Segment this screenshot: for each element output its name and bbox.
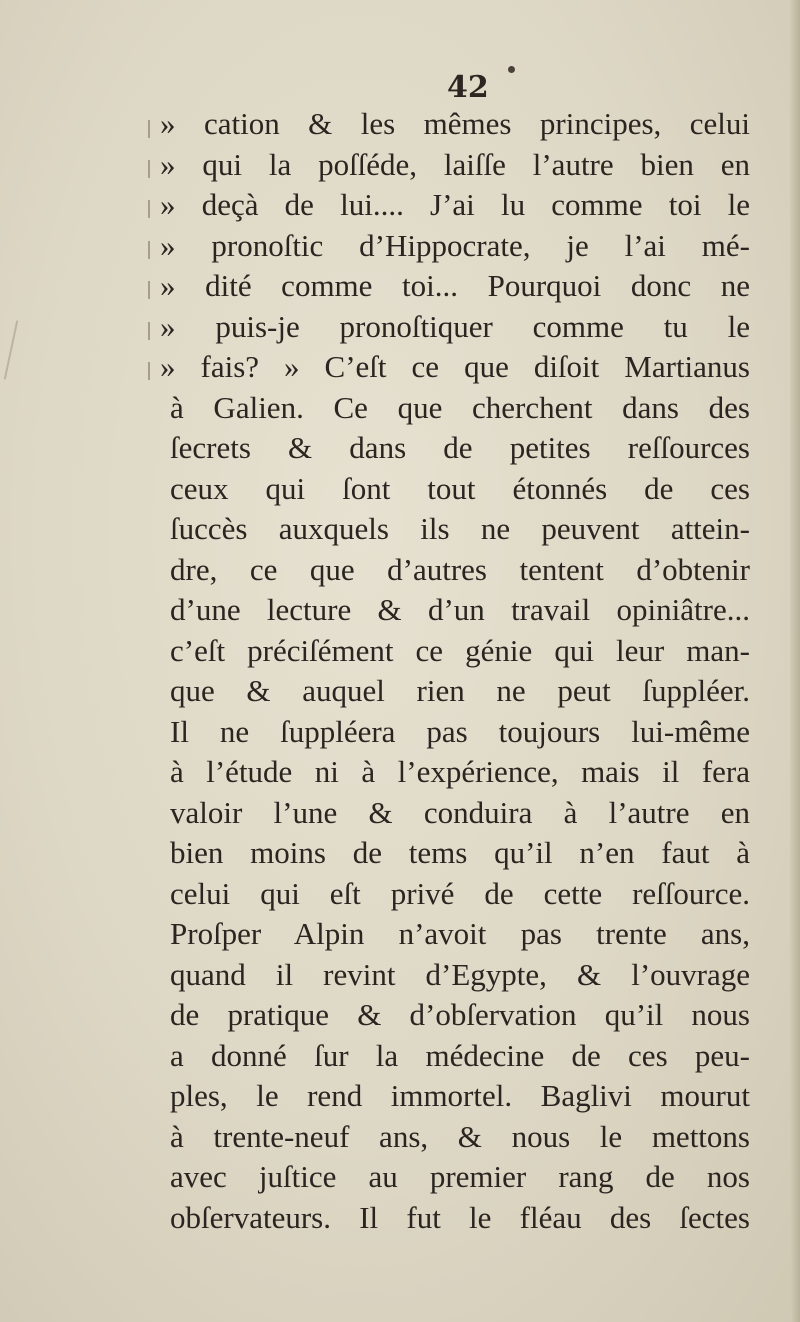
text-line: ples, le rend immortel. Baglivi mourut — [170, 1078, 750, 1113]
text-line: Proſper Alpin n’avoit pas trente ans, — [170, 916, 750, 951]
paper-crease — [4, 320, 18, 379]
text-line: » fais? » C’eſt ce que diſoit Martianus — [160, 349, 750, 384]
text-line: ſecrets & dans de petites reſſources — [170, 430, 750, 465]
quote-margin-mark — [148, 322, 150, 340]
text-line: dre, ce que d’autres tentent d’obtenir — [170, 551, 750, 587]
text-line: de pratique & d’obſervation qu’il nous — [170, 997, 750, 1032]
text-line: à l’étude ni à l’expérience, mais il fera — [170, 754, 750, 789]
text-line: que & auquel rien ne peut ſuppléer. — [170, 673, 750, 708]
text-line: » cation & les mêmes principes, celui — [160, 106, 750, 141]
text-line: à Galien. Ce que cherchent dans des — [170, 389, 750, 425]
text-line: » dité comme toi... Pourquoi donc ne — [160, 268, 750, 303]
quote-margin-mark — [148, 241, 150, 259]
quote-margin-mark — [148, 200, 150, 218]
text-line: bien moins de tems qu’il n’en faut à — [170, 835, 750, 870]
text-line: valoir l’une & conduira à l’autre en — [170, 794, 750, 830]
ink-speck — [508, 66, 515, 73]
text-line: avec juſtice au premier rang de nos — [170, 1159, 750, 1194]
text-line: » qui la poſſéde, laiſſe l’autre bien en — [160, 146, 750, 182]
body-text — [160, 104, 750, 1238]
quote-margin-mark — [148, 362, 150, 380]
page-edge — [790, 0, 800, 1322]
text-line: à trente-neuf ans, & nous le mettons — [170, 1118, 750, 1154]
quote-margin-mark — [148, 160, 150, 178]
text-line: » pronoſtic d’Hippocrate, je l’ai mé- — [160, 227, 750, 263]
text-line: d’une lecture & d’un travail opiniâtre... — [170, 592, 750, 627]
text-line: c’eſt préciſément ce génie qui leur man- — [170, 632, 750, 668]
page-number: 42 — [447, 70, 489, 105]
text-line: obſervateurs. Il fut le fléau des ſectes — [170, 1199, 750, 1235]
text-line: celui qui eſt privé de cette reſſource. — [170, 875, 750, 911]
text-line: ceux qui ſont tout étonnés de ces — [170, 470, 750, 506]
text-line: » puis-je pronoſtiquer comme tu le — [160, 308, 750, 344]
text-line: Il ne ſuppléera pas toujours lui-même — [170, 713, 750, 749]
quote-margin-mark — [148, 120, 150, 138]
text-line: quand il revint d’Egypte, & l’ouvrage — [170, 956, 750, 992]
text-line: ſuccès auxquels ils ne peuvent attein- — [170, 511, 750, 546]
text-line: a donné ſur la médecine de ces peu- — [170, 1037, 750, 1073]
text-line: » deçà de lui.... J’ai lu comme toi le — [160, 187, 750, 222]
quote-margin-mark — [148, 281, 150, 299]
